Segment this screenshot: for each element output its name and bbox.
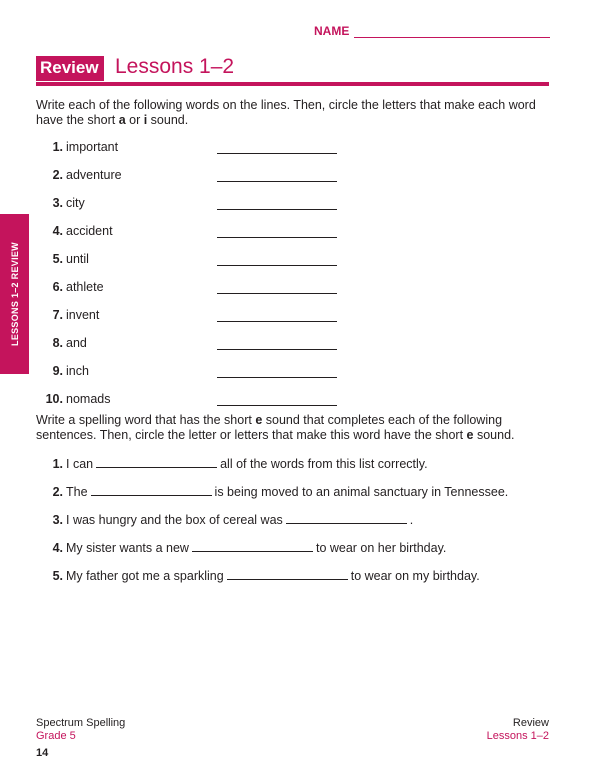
sentence-before: My sister wants a new (66, 541, 189, 555)
sentence-item (36, 568, 556, 583)
spelling-word: inch (66, 364, 89, 378)
answer-line[interactable] (217, 405, 337, 406)
spelling-word: city (66, 196, 85, 210)
item-number: 1. (52, 457, 63, 471)
name-label: NAME (314, 24, 350, 38)
spelling-word: accident (66, 224, 113, 238)
item-number: 8. (52, 336, 63, 350)
sentence-before: The (66, 485, 88, 499)
item-number: 5. (52, 569, 63, 583)
part1-instructions: Write each of the following words on the lines. Then, circle the letters that make each word have the short a or i sound. (36, 98, 536, 127)
spelling-word: nomads (66, 392, 111, 406)
item-number: 6. (52, 280, 63, 294)
sentence-item (36, 456, 556, 471)
item-number: 2. (52, 168, 63, 182)
spelling-word: invent (66, 308, 100, 322)
answer-line[interactable] (286, 512, 407, 524)
side-tab-label: LESSONS 1–2 REVIEW (9, 242, 20, 346)
answer-line[interactable] (217, 321, 337, 322)
item-number: 9. (52, 364, 63, 378)
answer-line[interactable] (217, 377, 337, 378)
sentence-after: to wear on her birthday. (315, 541, 447, 555)
item-number: 7. (52, 308, 63, 322)
grade-label: Grade 5 (36, 730, 76, 742)
spelling-word: and (66, 336, 87, 350)
sentence-item (36, 540, 556, 555)
item-number: 2. (52, 485, 63, 499)
answer-line[interactable] (217, 265, 337, 266)
header-divider (36, 82, 549, 86)
sentence-after: is being moved to an animal sanctuary in Tennessee. (214, 485, 509, 499)
name-field (314, 24, 349, 38)
footer-left (36, 717, 125, 743)
spelling-word: important (66, 140, 119, 154)
footer-right (487, 717, 549, 743)
answer-line[interactable] (217, 209, 337, 210)
name-blank-line (354, 37, 550, 38)
item-number: 1. (52, 140, 63, 154)
spelling-word: until (66, 252, 89, 266)
answer-line[interactable] (217, 153, 337, 154)
sentence-item (36, 512, 556, 527)
spelling-word: athlete (66, 280, 104, 294)
answer-line[interactable] (227, 568, 348, 580)
sentence-after: . (409, 513, 414, 527)
sentence-before: I can (66, 457, 94, 471)
item-number: 4. (52, 541, 63, 555)
item-number: 3. (52, 196, 63, 210)
side-tab (0, 214, 29, 374)
answer-line[interactable] (91, 484, 212, 496)
book-title: Spectrum Spelling (36, 717, 126, 729)
sentence-before: I was hungry and the box of cereal was (66, 513, 283, 527)
answer-line[interactable] (217, 349, 337, 350)
page-number: 14 (36, 747, 49, 759)
sentence-after: all of the words from this list correctly. (220, 457, 428, 471)
answer-line[interactable] (217, 181, 337, 182)
answer-line[interactable] (217, 293, 337, 294)
footer-section: Review (512, 717, 549, 729)
sentence-before: My father got me a sparkling (66, 569, 224, 583)
spelling-word: adventure (66, 168, 122, 182)
item-number: 3. (52, 513, 63, 527)
review-badge: Review (36, 56, 104, 81)
answer-line[interactable] (217, 237, 337, 238)
item-number: 10. (45, 392, 63, 406)
footer-lessons: Lessons 1–2 (486, 730, 549, 742)
item-number: 4. (52, 224, 63, 238)
page-header (36, 54, 549, 84)
sentence-item (36, 484, 556, 499)
answer-line[interactable] (96, 456, 217, 468)
answer-line[interactable] (192, 540, 313, 552)
sentence-after: to wear on my birthday. (350, 569, 480, 583)
page-title: Lessons 1–2 (115, 55, 235, 78)
part2-instructions: Write a spelling word that has the short e sound that completes each of the following sentences. Then, circle the letter or letters that make this word have the short e sound. (36, 413, 515, 442)
item-number: 5. (52, 252, 63, 266)
